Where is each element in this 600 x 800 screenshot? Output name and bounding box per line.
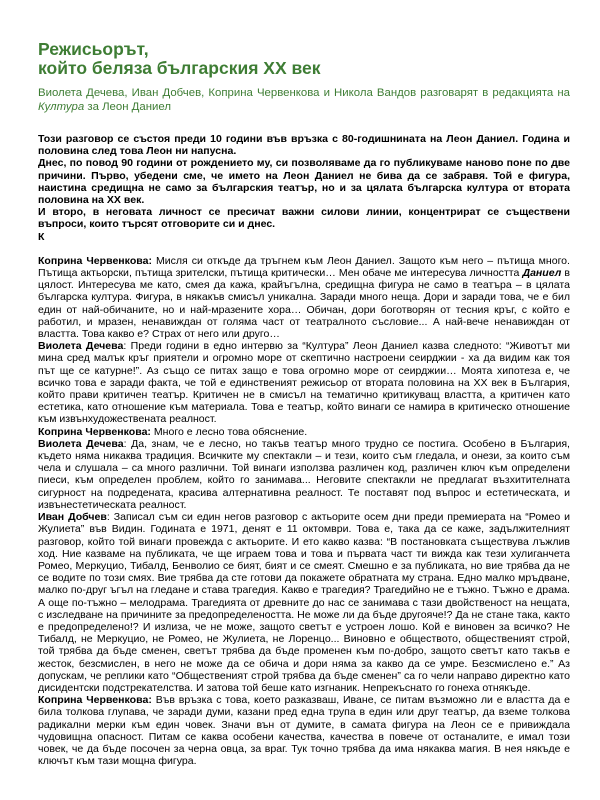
article-subtitle bbox=[38, 87, 570, 114]
speech-text: : Преди години в едно интервю за “Култура” Леон Даниел казва следното: “Животът ми мина сред малък кръг приятели и огромно море от скептично настроени сеирджии - ха да видим как тоя път ще се катурне!”. Аз също се питах защо е това огромно море от сеирджии… Моята хипотеза е, че всичко това е заради факта, че той е единственият режисьор от втората половина на ХХ век в България, който прави критичен театър. Критичен не в смисъл на тематично критикуващ властта, а критичен като естетика, като отношение към материала. Това е театър, който винаги се намира в критическо отношение към извънхудожествената реалност. bbox=[38, 340, 570, 426]
speech-text: Много е лесно това обяснение. bbox=[150, 425, 308, 438]
intro-signature: К bbox=[38, 230, 45, 243]
dialogue-paragraph bbox=[38, 340, 570, 425]
dialogue-paragraph bbox=[38, 426, 570, 438]
speech-text: Във връзка с това, което разказваш, Иване, се питам възможно ли е властта да е била толкова глупава, че заради думи, казани пред една трупа в един или друг театър, да вземе толкова радикални мерки към един човек. Значи вън от думите, в самата фигура на Леон се е привиждала чудовищна опасност. Питам се каква особени качества, качества в повече от останалите, е имал този човек, че да бъде посочен за черна овца, за враг. Тук точно трябва да има някаква магия. В нея някъде е ключът към тази мощна фигура. bbox=[38, 694, 571, 768]
speaker-name: Коприна Червенкова: bbox=[38, 425, 151, 438]
speech-text: : Да, знам, че е лесно, но такъв театър много трудно се постига. Особено в България, където няма никаква традиция. Всичките му спектакли – и тези, които съм гледала, и онези, за които съм чела и слушала – са много различни. Той винаги използва различен код, различен ключ към определени пиеси, към определен проблем, който го занимава... Неговите спектакли не предлагат възхитителната сигурност на подредената, красива алтернативна реалност. Те поставят под въпрос и естетическата, и извънестетическата реалност. bbox=[38, 437, 570, 511]
dialogue-body bbox=[38, 255, 570, 768]
speaker-name: Коприна Червенкова: bbox=[38, 254, 152, 267]
subtitle-part-2: за Леон Даниел bbox=[84, 100, 171, 113]
subtitle-part-1: Виолета Дечева, Иван Добчев, Коприна Червенкова и Никола Вандов разговарят в редакцията на bbox=[38, 87, 570, 99]
dialogue-paragraph bbox=[38, 255, 570, 340]
speech-text-continued: в цялост. Интересува ме като, смея да кажа, крайъгълна, средищна фигура не само в театъра – в цялата българска култура. Фигура, в някакъв смисъл уникална. Заради много неща. Дори и заради това, че е бил един от най-обичаните, но и най-мразените хора… Обичан, дори боготворян от тесния кръг, с който е работил, и мразен, ненавиждан от голяма част от театралното съсловие... А най-вече ненавиждан от властта. Това какво е? Страх от него или друго… bbox=[38, 267, 570, 341]
speech-text: Мисля си откъде да тръгнем към Леон Даниел. Защото към него – пътища много. Пътища актьорски, пътища зрителски, пътища критически… Мен обаче ме интересува личността bbox=[38, 254, 570, 280]
speech-emphasis: Даниел bbox=[522, 267, 562, 280]
dialogue-paragraph bbox=[38, 438, 570, 511]
magazine-name: Култура bbox=[38, 100, 85, 113]
speaker-name: Виолета Дечева bbox=[38, 340, 124, 353]
dialogue-paragraph bbox=[38, 511, 570, 694]
section-spacer bbox=[38, 243, 570, 255]
speaker-name: Виолета Дечева bbox=[38, 437, 124, 450]
intro-paragraph: И второ, в неговата личност се пресичат важни силови линии, концентрират се съществени въпроси, които търсят отговорите си и днес. bbox=[38, 206, 570, 231]
editorial-intro bbox=[38, 133, 570, 243]
speech-text: : Записал съм си един негов разговор с актьорите осем дни преди премиерата на “Ромео и Жулиета” във Видин. Годината е 1971, денят е 11 октомври. Това е, така да се каже, задължителният разговор, който той винаги провежда с актьорите. И ето какво казва: “В постановката съществува лъжлив ход. Ние казваме на публиката, че ще играем това и това и първата част ти вижда как тези хулиганчета Ромео, Меркуцио, Тибалд, Бенволио се бият, бият и се смеят. Смешно е за публиката, но вие трябва да не се водите по този смях. Вие трябва да сте готови да покажете обратната му страна. Едно малко мръдване, малко по-друг ъгъл на гледане и става трагедия. Какво е трагедия? Трагедийно не е тъжно. Тъжно е драма. А още по-тъжно – мелодрама. Трагедията от древните до нас се занимава с тази двойственост на нещата, с изследване на причините за предопределеността. Не може ли да бъде другояче!? Да не стане така, както е предопределено!? И излиза, че не може, защото светът е устроен лошо. Кой е виновен за всичко? Не Тибалд, не Меркуцио, не Ромео, не Жулиета, не Лоренцо... Виновно е обществото, общественият строй, той трябва да бъде сменен, светът трябва да бъде променен към по-добро, защото светът като такъв е жесток, безсмислен, в него не може да се обича и дори няма за какво да се умре. Безсмислено е.” Аз допускам, че реплики като “Общественият строй трябва да бъде сменен” са го чели направо директно като дисидентски подстрекателства. И затова той беше като изгнаник. Непрекъснато го гонеха отнякъде. bbox=[38, 511, 570, 694]
speaker-name: Иван Добчев bbox=[38, 511, 107, 524]
speaker-name: Коприна Червенкова: bbox=[38, 694, 152, 707]
article-title bbox=[38, 0, 570, 78]
title-line-1: Режисьорът, bbox=[38, 39, 149, 59]
intro-paragraph: Днес, по повод 90 години от рождението му, си позволяваме да го публикуваме наново поне по две причини. Първо, убедени сме, че името на Леон Даниел не бива да се забравя. Той е фигура, наистина средищна не само за българския театър, но и за цялата българска култура от втората половина на ХХ век. bbox=[38, 157, 570, 207]
intro-paragraph: Този разговор се състоя преди 10 години във връзка с 80-годишнината на Леон Даниел. Година и половина след това Леон ни напусна. bbox=[38, 133, 570, 158]
title-line-2: който беляза българския ХХ век bbox=[38, 58, 321, 78]
dialogue-paragraph bbox=[38, 694, 570, 767]
